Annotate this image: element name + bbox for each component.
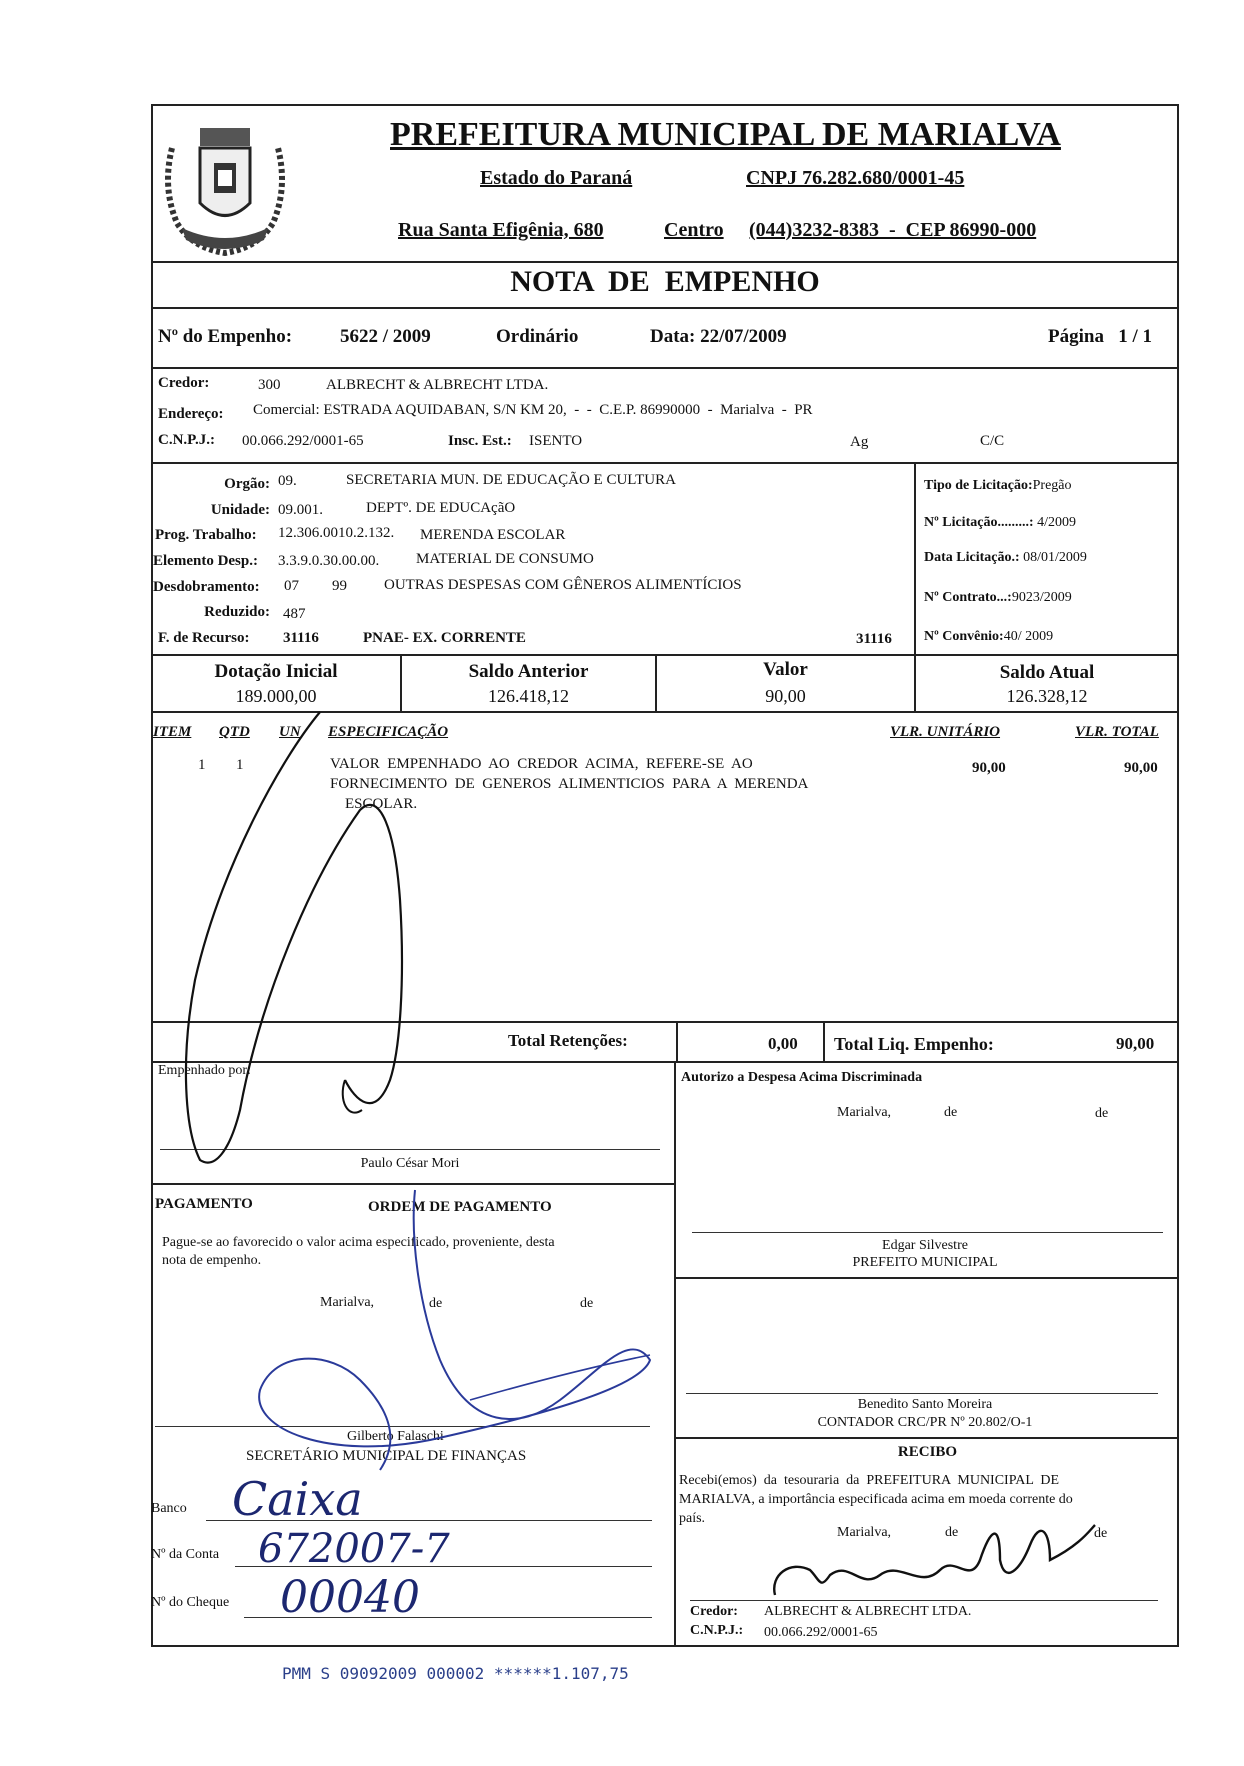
licitacao-data-label: Data Licitação.:	[924, 550, 1020, 565]
empenhado-name: Paulo César Mori	[360, 1156, 460, 1171]
divider	[151, 1021, 1179, 1023]
col-especificacao: ESPECIFICAÇÃO	[328, 724, 449, 740]
elemento-label: Elemento Desp.:	[153, 553, 258, 569]
cc-label: C/C	[980, 433, 1005, 449]
desdobramento-code1: 07	[284, 578, 299, 594]
banco-handwritten: Caixa	[232, 1472, 363, 1526]
col-valor-total: VLR. TOTAL	[1075, 724, 1159, 740]
licitacao-numero-value: 4/2009	[1037, 515, 1076, 530]
secretario-name: Gilberto Falaschi	[347, 1429, 444, 1444]
divider	[676, 1277, 1179, 1279]
empenho-number: 5622 / 2009	[340, 326, 431, 347]
contrato-label: Nº Contrato...:	[924, 590, 1012, 605]
divider	[914, 462, 916, 656]
recurso-code-2: 31116	[856, 631, 892, 647]
valor-label: Valor	[763, 659, 808, 680]
desdobramento-code2: 99	[332, 578, 347, 594]
cnpj-header: CNPJ 76.282.680/0001-45	[746, 167, 965, 189]
saldo-anterior-label: Saldo Anterior	[468, 661, 589, 682]
insc-label: Insc. Est.:	[448, 433, 512, 449]
desdobramento-label: Desdobramento:	[153, 579, 260, 595]
recurso-code: 31116	[283, 630, 319, 646]
recibo-credor-label: Credor:	[690, 1604, 738, 1619]
cheque-label: Nº do Cheque	[151, 1595, 230, 1610]
desdobramento-name: OUTRAS DESPESAS COM GÊNEROS ALIMENTÍCIOS	[384, 577, 742, 593]
pagamento-text-2: nota de empenho.	[162, 1253, 262, 1268]
unidade-label: Unidade:	[210, 502, 270, 518]
district: Centro	[664, 219, 724, 241]
signature-line	[155, 1426, 650, 1427]
row-valor-total: 90,00	[1124, 760, 1158, 776]
empenhado-label: Empenhado por:	[158, 1063, 251, 1078]
banco-label: Banco	[151, 1501, 187, 1516]
contrato	[924, 590, 1072, 606]
pagamento-de-2: de	[580, 1296, 594, 1311]
row-especificacao-2: FORNECIMENTO DE GENEROS ALIMENTICIOS PARA A MERENDA	[330, 776, 809, 792]
insc-value: ISENTO	[529, 433, 583, 449]
prog-label: Prog. Trabalho:	[155, 527, 257, 543]
divider	[151, 307, 1179, 309]
convenio	[924, 629, 1053, 645]
signature-line	[686, 1393, 1158, 1394]
row-qtd: 1	[236, 757, 244, 773]
contrato-value: 9023/2009	[1011, 590, 1072, 605]
licitacao-tipo	[924, 478, 1072, 494]
prog-name: MERENDA ESCOLAR	[420, 527, 566, 543]
unidade-code: 09.001.	[278, 502, 323, 518]
retencoes-label: Total Retenções:	[508, 1031, 628, 1050]
licitacao-numero-label: Nº Licitação.........:	[924, 515, 1034, 530]
credor-label: Credor:	[158, 375, 210, 391]
unidade-name: DEPTº. DE EDUCAçãO	[366, 500, 516, 516]
recibo-text-1: Recebi(emos) da tesouraria da PREFEITURA MUNICIPAL DE	[679, 1473, 1060, 1488]
credor-address: Comercial: ESTRADA AQUIDABAN, S/N KM 20, - - C.E.P. 86990000 - Marialva - PR	[253, 402, 813, 418]
saldo-atual-label: Saldo Atual	[999, 662, 1095, 683]
elemento-name: MATERIAL DE CONSUMO	[416, 551, 594, 567]
divider	[151, 1183, 676, 1185]
empenho-number-label: Nº do Empenho:	[158, 326, 293, 347]
credor-cnpj: 00.066.292/0001-65	[242, 433, 364, 449]
row-valor-unitario: 90,00	[972, 760, 1006, 776]
bank-stamp: PMM S 09092009 000002 ******1.107,75	[282, 1664, 629, 1683]
page-number: Página 1 / 1	[1048, 326, 1152, 347]
row-especificacao-1: VALOR EMPENHADO AO CREDOR ACIMA, REFERE-SE AO	[330, 756, 753, 772]
recibo-text-2: MARIALVA, a importância especificada acima em moeda corrente do	[679, 1492, 1073, 1507]
licitacao-data-value: 08/01/2009	[1023, 550, 1087, 565]
dotacao-label: Dotação Inicial	[214, 661, 338, 682]
divider	[151, 462, 1179, 464]
autorizo-de-1: de	[944, 1105, 958, 1120]
convenio-label: Nº Convênio:	[924, 629, 1004, 644]
contador-role: CONTADOR CRC/PR Nº 20.802/O-1	[817, 1415, 1033, 1430]
recurso-name: PNAE- EX. CORRENTE	[363, 630, 526, 646]
licitacao-numero	[924, 515, 1076, 531]
pagamento-label: PAGAMENTO	[155, 1196, 253, 1212]
orgao-label: Orgão:	[224, 476, 270, 492]
recibo-cnpj-label: C.N.P.J.:	[690, 1623, 744, 1638]
document-title: NOTA DE EMPENHO	[510, 265, 820, 298]
dotacao-value: 189.000,00	[235, 686, 317, 706]
divider	[676, 1021, 678, 1063]
ag-label: Ag	[850, 434, 869, 450]
reduzido-label: Reduzido:	[204, 604, 270, 620]
col-un: UN	[279, 724, 301, 740]
address-label: Endereço:	[158, 406, 224, 422]
recibo-de-2: de	[1094, 1526, 1108, 1541]
row-item: 1	[198, 757, 206, 773]
cheque-handwritten: 00040	[280, 1572, 420, 1623]
liquido-value: 90,00	[1116, 1034, 1155, 1053]
col-item: ITEM	[153, 724, 192, 740]
recibo-city: Marialva,	[837, 1525, 892, 1540]
convenio-value: 40/ 2009	[1003, 629, 1054, 644]
recibo-label: RECIBO	[897, 1444, 958, 1460]
recibo-cnpj: 00.066.292/0001-65	[764, 1625, 878, 1640]
conta-handwritten: 672007-7	[258, 1526, 450, 1572]
prefeito-role: PREFEITO MUNICIPAL	[852, 1255, 998, 1270]
autorizo-de-2: de	[1095, 1106, 1109, 1121]
licitacao-tipo-value: Pregão	[1032, 478, 1072, 493]
recurso-label: F. de Recurso:	[158, 630, 250, 646]
signature-line	[160, 1149, 660, 1150]
empenho-date: Data: 22/07/2009	[650, 326, 787, 347]
recibo-de-1: de	[945, 1525, 959, 1540]
signature-line	[690, 1600, 1158, 1601]
saldo-atual-value: 126.328,12	[1006, 686, 1088, 706]
pagamento-de-1: de	[429, 1296, 443, 1311]
empenho-type: Ordinário	[496, 326, 579, 347]
liquido-label: Total Liq. Empenho:	[834, 1034, 994, 1054]
divider	[676, 1437, 1179, 1439]
pagamento-text-1: Pague-se ao favorecido o valor acima especificado, proveniente, desta	[162, 1235, 555, 1250]
divider	[674, 1061, 676, 1647]
ordem-pagamento: ORDEM DE PAGAMENTO	[368, 1199, 552, 1215]
divider	[151, 261, 1179, 263]
col-valor-unitario: VLR. UNITÁRIO	[890, 724, 1001, 740]
licitacao-tipo-label: Tipo de Licitação:	[924, 478, 1033, 493]
cnpj-label: C.N.P.J.:	[158, 432, 215, 448]
autorizo-city: Marialva,	[837, 1105, 892, 1120]
licitacao-data	[924, 550, 1087, 566]
divider	[151, 654, 1179, 656]
pagamento-city: Marialva,	[320, 1295, 375, 1310]
prefeito-name: Edgar Silvestre	[882, 1238, 968, 1253]
divider	[151, 1061, 1179, 1063]
elemento-code: 3.3.9.0.30.00.00.	[278, 553, 380, 569]
credor-code: 300	[258, 377, 281, 393]
divider	[823, 1021, 825, 1063]
coat-of-arms-logo	[152, 108, 298, 260]
divider	[151, 711, 1179, 713]
state-name: Estado do Paraná	[480, 167, 633, 189]
orgao-code: 09.	[278, 473, 297, 489]
autorizo-label: Autorizo a Despesa Acima Discriminada	[681, 1070, 923, 1085]
street-address: Rua Santa Efigênia, 680	[398, 219, 604, 241]
valor-value: 90,00	[765, 686, 806, 706]
divider	[151, 367, 1179, 369]
signature-line	[692, 1232, 1163, 1233]
phone-cep: (044)3232-8383 - CEP 86990-000	[749, 219, 1037, 241]
col-qtd: QTD	[219, 724, 250, 740]
orgao-name: SECRETARIA MUN. DE EDUCAÇÃO E CULTURA	[346, 472, 676, 488]
recibo-text-3: país.	[679, 1511, 706, 1526]
row-especificacao-3: ESCOLAR.	[345, 796, 418, 812]
contador-name: Benedito Santo Moreira	[857, 1397, 993, 1412]
retencoes-value: 0,00	[768, 1034, 798, 1053]
saldo-anterior-value: 126.418,12	[488, 686, 569, 706]
conta-label: Nº da Conta	[151, 1547, 220, 1562]
secretario-role: SECRETÁRIO MUNICIPAL DE FINANÇAS	[246, 1448, 527, 1464]
reduzido-value: 487	[283, 606, 306, 622]
recibo-credor: ALBRECHT & ALBRECHT LTDA.	[764, 1604, 972, 1619]
municipality-title: PREFEITURA MUNICIPAL DE MARIALVA	[390, 116, 1061, 153]
prog-code: 12.306.0010.2.132.	[278, 525, 395, 541]
credor-name: ALBRECHT & ALBRECHT LTDA.	[326, 377, 549, 393]
